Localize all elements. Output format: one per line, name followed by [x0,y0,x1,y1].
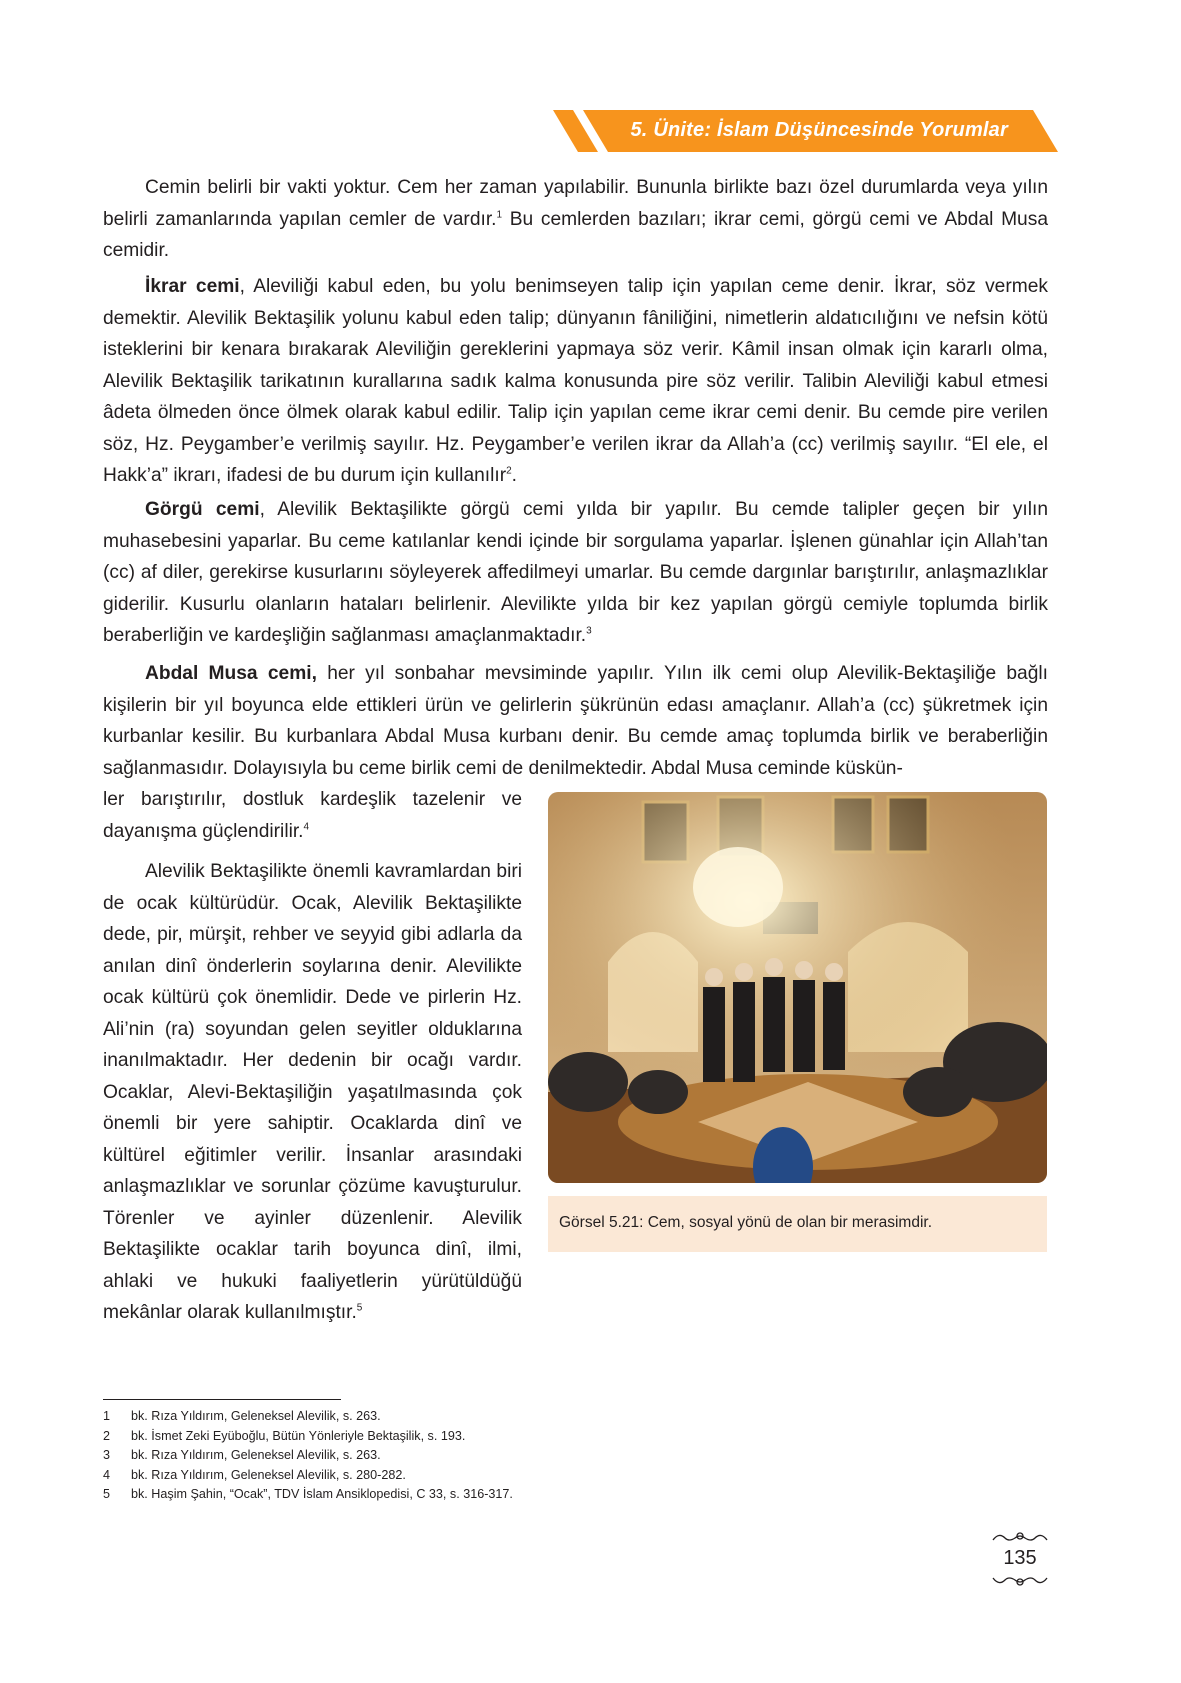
paragraph-ikrar-cemi: İkrar cemi, Aleviliği kabul eden, bu yolu benimseyen talip için yapılan ceme denir. İkrar, söz vermek demektir. Alevilik Bektaşilik yolunu kabul eden talip; dünyanın fâniliğini, nimetlerin aldatıcılığını ve nefsin kötü isteklerini bir kenara bırakarak Aleviliğin gereklerini yapmaya söz verir. Kâmil insan olmak için kararlı olma, Alevilik Bektaşilik tarikatının kurallarına sadık kalma konusunda pire söz verilir. Talibin Aleviliği kabul etmesi âdeta ölmeden önce ölmek olarak kabul edilir. Talip için yapılan ceme ikrar cemi denir. Bu cemde pire verilen söz, Hz. Peygamber’e verilmiş sayılır. Hz. Peygamber’e verilen ikrar da Allah’a (cc) verilmiş sayılır. “El ele, el Hakk’a” ikrarı, ifadesi de bu durum için kullanılır$^2$. [103,276,1048,486]
chapter-header [553,110,1058,152]
footnote-3: 3 bk. Rıza Yıldırım, Geleneksel Alevilik, s. 263. [103,1448,381,1462]
footnotes [103,1407,513,1505]
footnote-divider [103,1399,341,1400]
figure-caption-box [548,1196,1047,1252]
cem-ceremony-photo [548,792,1047,1183]
term-ikrar-cemi: İkrar cemi [145,276,240,297]
page-number: 135 [1003,1547,1037,1569]
footnote-2: 2 bk. İsmet Zeki Eyüboğlu, Bütün Yönleriyle Bektaşilik, s. 193. [103,1428,466,1443]
footnote-1: 1 bk. Rıza Yıldırım, Geleneksel Alevilik, s. 263. [103,1409,381,1423]
chapter-title: 5. Ünite: İslam Düşüncesinde Yorumlar [630,119,1008,141]
page-number-block [985,1528,1055,1590]
paragraph-ocak-kulturu: Alevilik Bektaşilikte önemli kavramlardan biri de ocak kültürüdür. Ocak, Alevilik Bektaşilikte dede, pir, mürşit, rehber ve seyyid gibi adlarla da anılan dinî önderlerin soylarına denir. Alevilikte ocak kültürü çok önemlidir. Dede ve pirlerin Hz. Ali’nin (ra) soyundan gelen seyitler olduklarına inanılmaktadır. Her dedenin bir ocağı vardır. Ocaklar, Alevi-Bektaşiliğin yaşatılmasında çok önemli bir yere sahiptir. Ocaklarda dinî ve kültürel eğitimler verilir. İnsanlar arasındaki anlaşmazlıklar ve sorunlar çözüme kavuşturulur. Törenler ve ayinler düzenlenir. Alevilik Bektaşilikte ocaklar tarih boyunca dinî, ilmi, ahlaki ve hukuki faaliyetlerin yürütüldüğü mekânlar olarak kullanılmıştır.$^5$ [103,861,522,1323]
paragraph-abdal-musa-cemi: Abdal Musa cemi, her yıl sonbahar mevsiminde yapılır. Yılın ilk cemi olup Alevilik-Bektaşiliğe bağlı kişilerin bir yıl boyunca elde ettikleri ürün ve gelirlerin şükrünün edası amaçlanır. Allah’a (cc) şükretmek için kurbanlar kesilir. Bu kurbanlara Abdal Musa kurbanı denir. Bu cemde amaç toplumda birlik ve beraberliğin sağlanmasıdır. Dolayısıyla bu ceme birlik cemi de denilmektedir. Abdal Musa ceminde küskün- [103,663,1048,779]
footnote-4: 4 bk. Rıza Yıldırım, Geleneksel Alevilik, s. 280-282. [103,1467,406,1482]
figure-caption: Görsel 5.21: Cem, sosyal yönü de olan bir merasimdir. [559,1214,933,1231]
paragraph-intro: Cemin belirli bir vakti yoktur. Cem her zaman yapılabilir. Bununla birlikte bazı özel durumlarda veya yılın belirli zamanlarında yapılan cemler de vardır.$^1$ Bu cemlerden bazıları; ikrar cemi, görgü cemi ve Abdal Musa cemidir. [103,177,1048,261]
paragraph-abdal-musa-continued: ler barıştırılır, dostluk kardeşlik tazelenir ve dayanışma güçlendirilir.$^4$ [103,789,522,842]
term-gorgu-cemi: Görgü cemi [145,499,260,520]
photo-illustration [548,792,1047,1183]
term-abdal-musa-cemi: Abdal Musa cemi, [145,663,317,684]
left-column [103,784,522,1329]
paragraph-gorgu-cemi: Görgü cemi, Alevilik Bektaşilikte görgü cemi yılda bir yapılır. Bu cemde talipler geçen bir yılın muhasebesini yaparlar. Bu ceme katılanlar kendi içinde bir sorgulama yaparlar. İşlenen günahlar için Allah’tan (cc) af diler, gerekirse kusurlarını söyleyerek affedilmeyi umarlar. Bu cemde dargınlar barıştırılır, anlaşmazlıklar giderilir. Kusurlu olanların hataları belirlenir. Alevilikte yılda bir kez yapılan görgü cemiyle toplumda birlik beraberliğin ve kardeşliğin sağlanması amaçlanmaktadır.$^3$ [103,499,1048,646]
footnote-5: 5 bk. Haşim Şahin, “Ocak”, TDV İslam Ansiklopedisi, C 33, s. 316-317. [103,1487,513,1501]
